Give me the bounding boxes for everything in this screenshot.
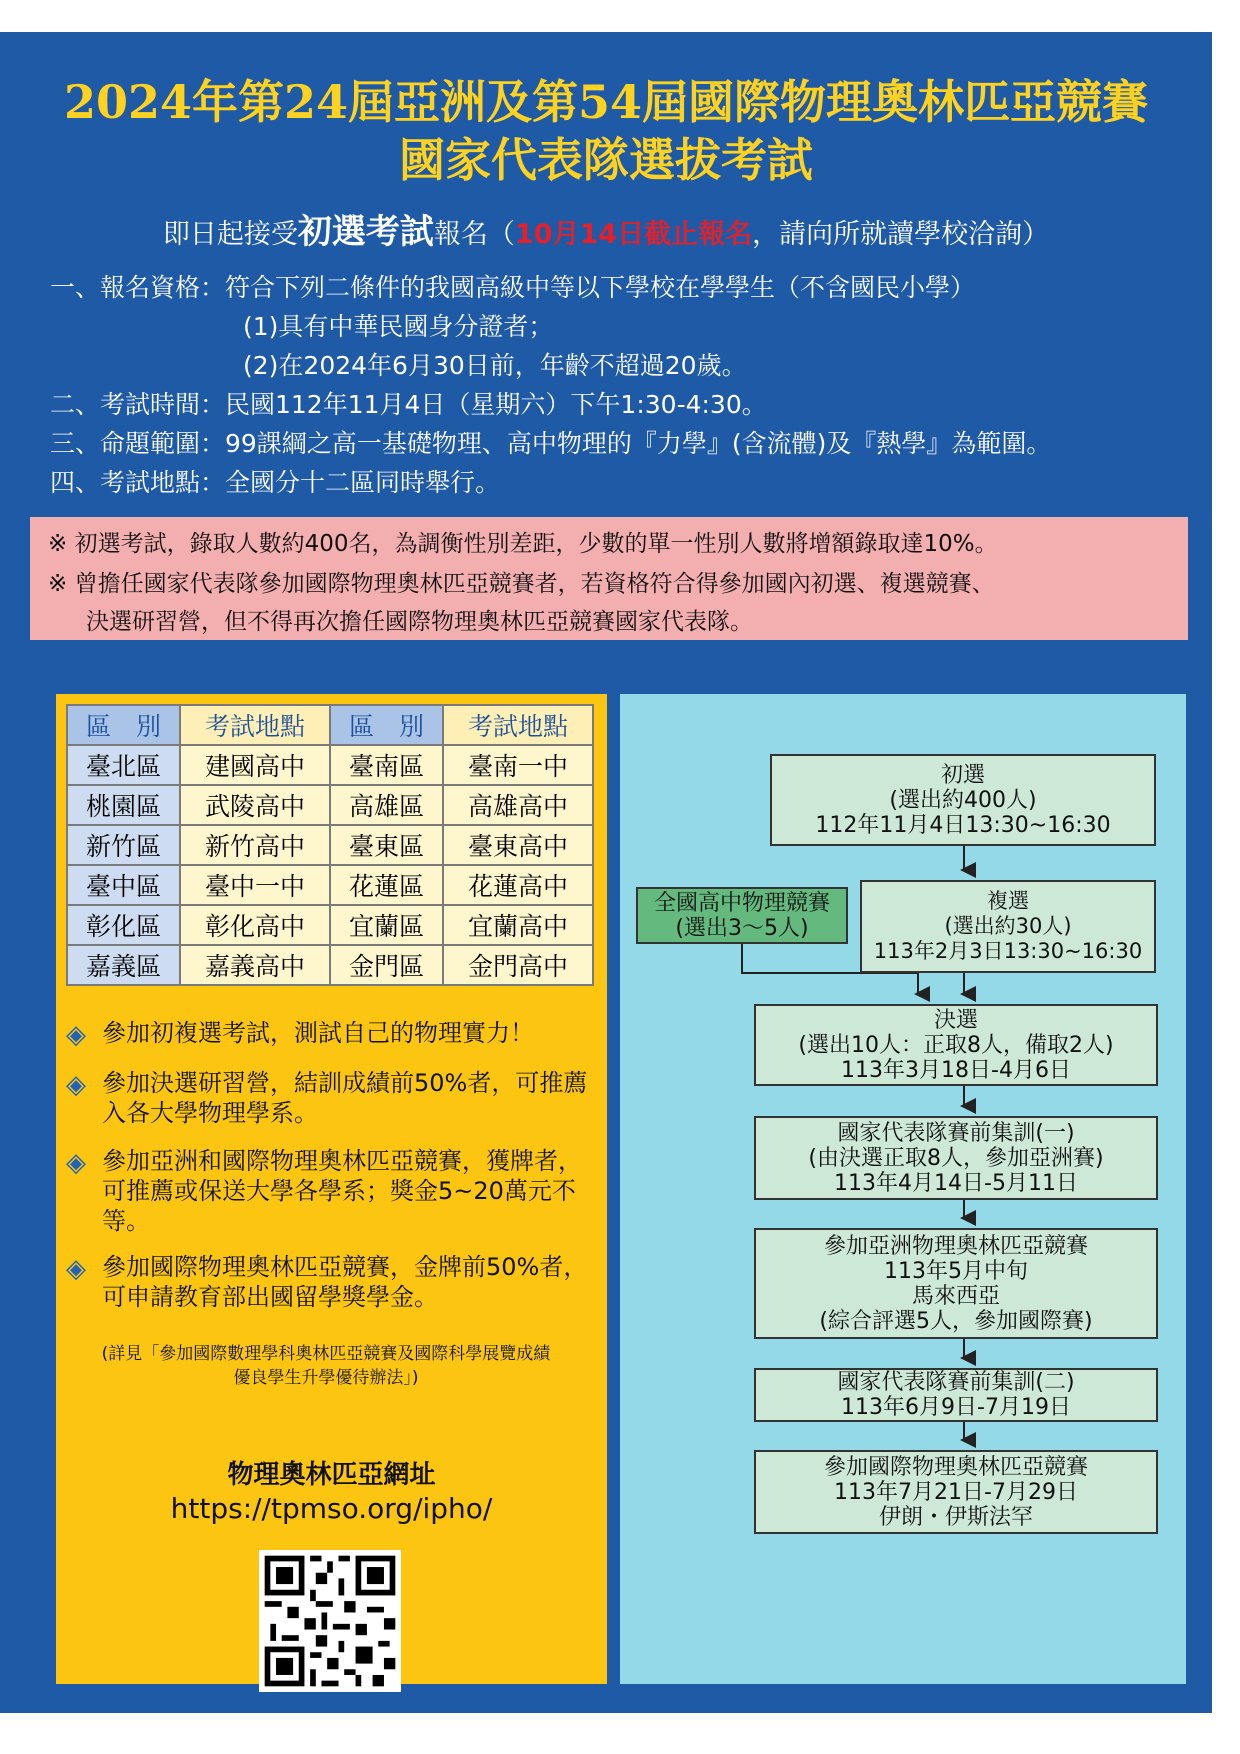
header-site: 考試地點 [180, 705, 330, 745]
requirement-id: (1)具有中華民國身分證者； [243, 312, 554, 341]
stage-detail: (綜合評選5人，參加國際賽) [819, 1308, 1093, 1334]
stage-location: 馬來西亞 [911, 1283, 1000, 1309]
region-cell: 臺北區 [67, 745, 180, 785]
notice-former-member-cont: 決選研習營，但不得再次擔任國際物理奧林匹亞競賽國家代表隊。 [86, 609, 753, 635]
benefit-text: 參加決選研習營，結訓成績前50%者，可推薦入各大學物理學系。 [102, 1069, 588, 1127]
stage-title: 複選 [987, 889, 1029, 913]
region-cell: 宜蘭區 [330, 905, 443, 945]
stage-detail: (選出約400人) [889, 787, 1037, 813]
diamond-bullet-icon: ◈ [66, 1020, 86, 1050]
stage-location: 伊朗・伊斯法罕 [878, 1504, 1033, 1530]
requirement-age: (2)在2024年6月30日前，年齡不超過20歲。 [243, 351, 747, 380]
site-cell: 高雄高中 [443, 785, 593, 825]
requirement-location: 四、考試地點：全國分十二區同時舉行。 [50, 468, 501, 497]
stage-title: 參加國際物理奧林匹亞競賽 [823, 1454, 1088, 1480]
requirement-scope: 三、命題範圍：99課綱之高一基礎物理、高中物理的『力學』(含流體)及『熱學』為範圍。 [50, 429, 1052, 458]
region-cell: 高雄區 [330, 785, 443, 825]
subtitle-part-a: 即日起接受 [162, 219, 298, 250]
stage-title: 國家代表隊賽前集訓(一) [837, 1120, 1075, 1146]
benefit-text: 參加國際物理奧林匹亞競賽，金牌前50%者，可申請教育部出國留學獎學金。 [102, 1253, 588, 1311]
stage-title: 全國高中物理競賽 [653, 890, 830, 916]
table-row [67, 785, 593, 825]
site-cell: 建國高中 [180, 745, 330, 785]
table-row [67, 745, 593, 785]
site-cell: 臺東高中 [443, 825, 593, 865]
website-label: 物理奧林匹亞網址 [227, 1460, 436, 1490]
notice-quota: ※ 初選考試，錄取人數約400名，為調衡性別差距，少數的單一性別人數將增額錄取達10%。 [48, 531, 998, 557]
benefit-text: 參加初複選考試，測試自己的物理實力！ [102, 1019, 534, 1047]
flow-stage-preliminary [770, 754, 1156, 846]
subtitle-part-d: ，請向所就讀學校洽詢） [752, 219, 1050, 250]
selection-flow-panel [620, 694, 1186, 1684]
site-cell: 宜蘭高中 [443, 905, 593, 945]
header-region: 區 別 [330, 705, 443, 745]
stage-title: 初選 [940, 762, 985, 788]
subtitle-part-c: 報名（ [433, 219, 515, 250]
info-panel [56, 694, 607, 1684]
region-cell: 臺東區 [330, 825, 443, 865]
region-cell: 臺南區 [330, 745, 443, 785]
exam-sites-table [66, 704, 594, 986]
site-cell: 臺南一中 [443, 745, 593, 785]
flow-stage-training-2 [754, 1368, 1158, 1422]
deadline-text: 10月14日截止報名 [514, 219, 753, 250]
region-cell: 桃園區 [67, 785, 180, 825]
stage-detail: (由決選正取8人，參加亞洲賽) [808, 1145, 1104, 1171]
stage-title: 國家代表隊賽前集訓(二) [837, 1370, 1075, 1395]
stage-date: 113年7月21日-7月29日 [834, 1479, 1078, 1505]
title-line-1: 2024年第24屆亞洲及第54屆國際物理奧林匹亞競賽 [63, 75, 1149, 129]
flow-stage-final [754, 1004, 1158, 1086]
stage-date: 113年6月9日-7月19日 [841, 1395, 1071, 1420]
table-header-row [67, 705, 593, 745]
qr-code-icon[interactable] [259, 1550, 401, 1692]
notice-former-member: ※ 曾擔任國家代表隊參加國際物理奧林匹亞競賽者，若資格符合得參加國內初選、複選競賽、 [48, 571, 995, 597]
flow-stage-international-olympiad [754, 1450, 1158, 1534]
diamond-bullet-icon: ◈ [66, 1254, 86, 1284]
stage-detail: (選出3～5人) [675, 915, 809, 941]
diamond-bullet-icon: ◈ [66, 1070, 86, 1100]
title-line-2: 國家代表隊選拔考試 [399, 133, 813, 187]
notice-box [30, 517, 1188, 640]
table-row [67, 825, 593, 865]
stage-title: 參加亞洲物理奧林匹亞競賽 [823, 1233, 1088, 1259]
poster-background [0, 32, 1212, 1713]
region-cell: 花蓮區 [330, 865, 443, 905]
region-cell: 金門區 [330, 945, 443, 985]
requirement-time: 二、考試時間：民國112年11月4日（星期六）下午1:30-4:30。 [50, 390, 767, 419]
flow-stage-asian-olympiad [754, 1228, 1158, 1339]
table-row [67, 905, 593, 945]
stage-date: 112年11月4日13:30~16:30 [815, 812, 1111, 838]
site-cell: 新竹高中 [180, 825, 330, 865]
benefit-text: 參加亞洲和國際物理奧林匹亞競賽，獲牌者，可推薦或保送大學各學系；獎金5~20萬元不等。 [102, 1147, 582, 1235]
diamond-bullet-icon: ◈ [66, 1148, 86, 1178]
stage-date: 113年5月中旬 [884, 1258, 1028, 1284]
header-region: 區 別 [67, 705, 180, 745]
region-cell: 彰化區 [67, 905, 180, 945]
subtitle-exam: 初選考試 [297, 212, 434, 252]
stage-detail: (選出10人：正取8人，備取2人) [798, 1032, 1114, 1058]
site-cell: 金門高中 [443, 945, 593, 985]
registration-subtitle [0, 204, 1212, 253]
stage-detail: (選出約30人) [944, 914, 1072, 938]
site-cell: 花蓮高中 [443, 865, 593, 905]
requirement-eligibility: 一、報名資格：符合下列二條件的我國高級中等以下學校在學學生（不含國民小學） [50, 273, 976, 302]
region-cell: 新竹區 [67, 825, 180, 865]
site-cell: 武陵高中 [180, 785, 330, 825]
flow-stage-training-1 [754, 1116, 1158, 1200]
stage-date: 113年2月3日13:30~16:30 [873, 939, 1143, 963]
table-row [67, 945, 593, 985]
table-row [67, 865, 593, 905]
region-cell: 嘉義區 [67, 945, 180, 985]
site-cell: 臺中一中 [180, 865, 330, 905]
site-cell: 彰化高中 [180, 905, 330, 945]
site-cell: 嘉義高中 [180, 945, 330, 985]
stage-title: 決選 [933, 1007, 978, 1033]
flow-stage-national-competition [636, 887, 848, 944]
stage-date: 113年3月18日-4月6日 [841, 1057, 1071, 1083]
stage-date: 113年4月14日-5月11日 [834, 1170, 1078, 1196]
flow-stage-second-round [860, 880, 1156, 973]
website-link[interactable]: https://tpmso.org/ipho/ [170, 1492, 493, 1525]
region-cell: 臺中區 [67, 865, 180, 905]
header-site: 考試地點 [443, 705, 593, 745]
footnote: (詳見「參加國際數理學科奧林匹亞競賽及國際科學展覽成績優良學生升學優待辦法」) [101, 1344, 551, 1388]
